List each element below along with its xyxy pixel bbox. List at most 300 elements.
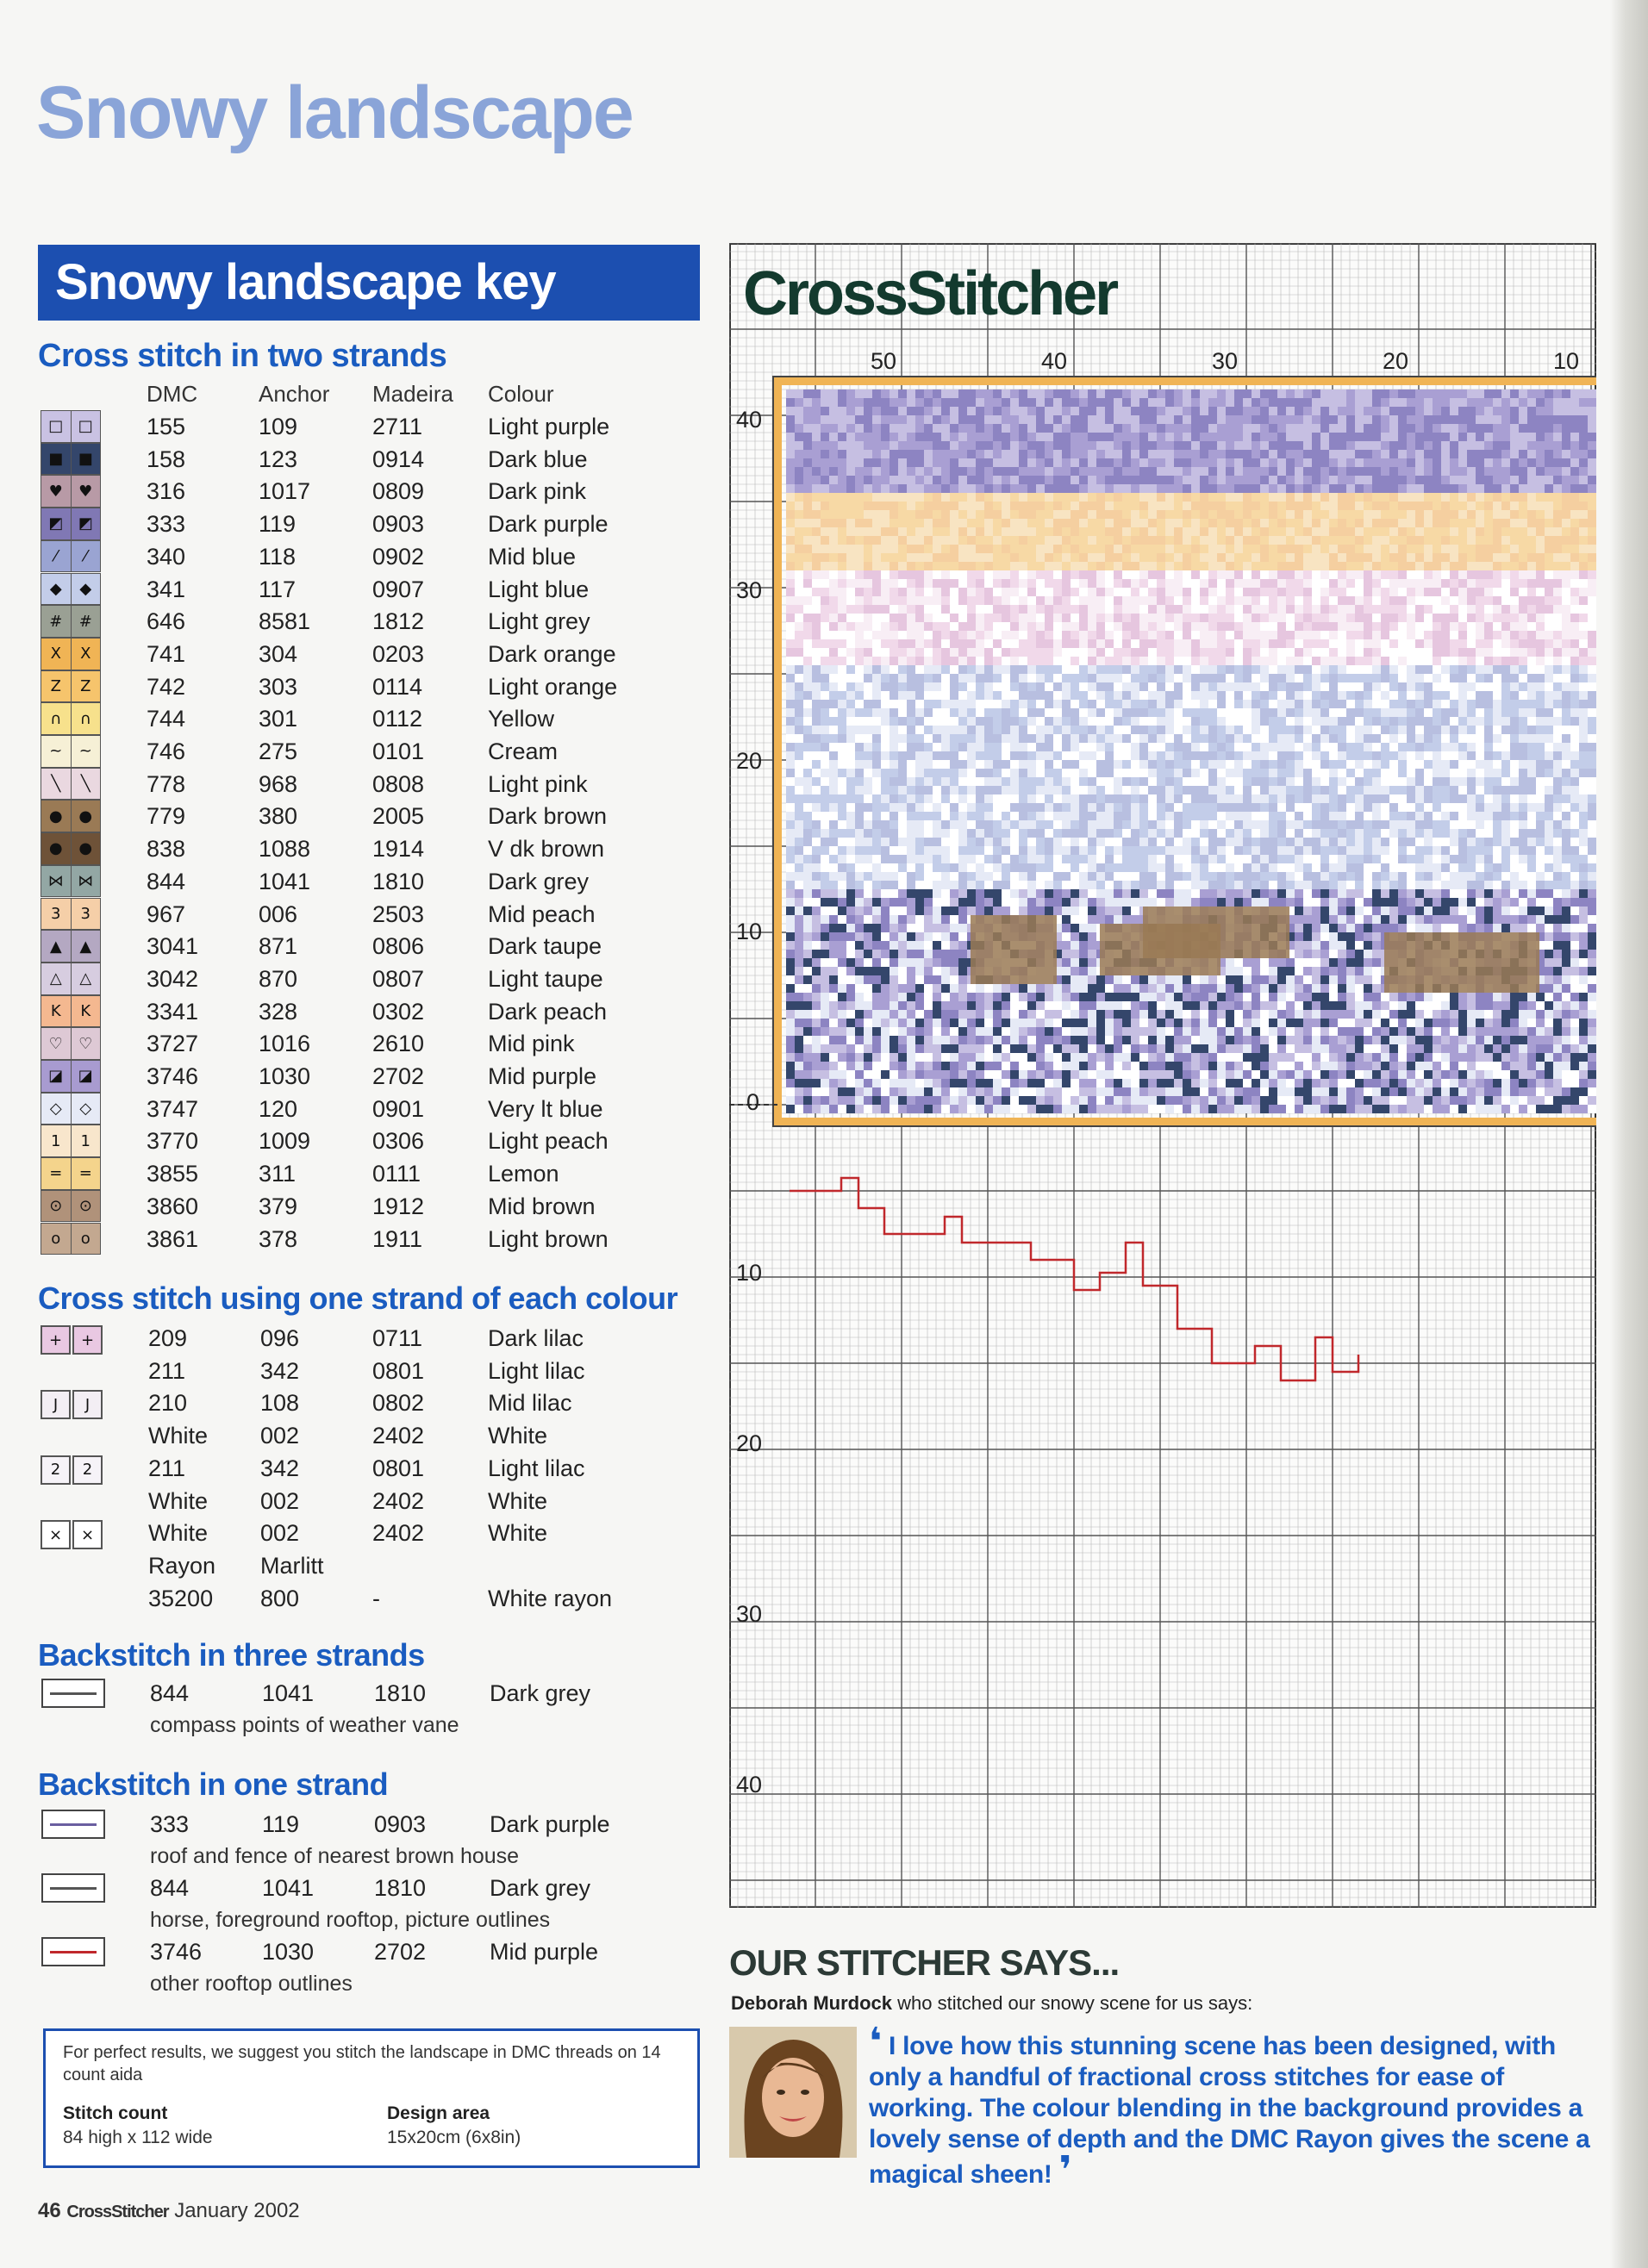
dmc-number: 742 xyxy=(147,673,186,700)
stitch-symbol-icon: ● xyxy=(41,801,72,832)
thread-row xyxy=(0,605,707,638)
colour-name: Mid lilac xyxy=(488,1390,572,1417)
stitch-symbol-icon: ■ xyxy=(41,444,72,475)
thread-swatch xyxy=(41,1190,101,1223)
colour-name: Light pink xyxy=(488,770,588,797)
madeira-number: 0711 xyxy=(372,1325,423,1351)
anchor-number: 1041 xyxy=(262,1875,315,1901)
stitch-symbol-icon: ♥ xyxy=(72,476,101,507)
madeira-number: 2503 xyxy=(372,900,425,927)
backstitch-note: other rooftop outlines xyxy=(150,1972,353,1996)
colour-name: Light taupe xyxy=(488,965,603,992)
thread-swatch xyxy=(41,865,101,898)
page-footer xyxy=(38,2199,300,2223)
house-block xyxy=(1384,932,1539,993)
anchor-number: 1016 xyxy=(259,1031,311,1057)
design-area-label: Design area xyxy=(387,2103,490,2123)
stitch-symbol-icon: X xyxy=(72,639,101,670)
stitch-symbol-icon: J xyxy=(72,1390,103,1419)
stitcher-name: Deborah Murdock xyxy=(731,1992,893,2014)
page-edge-shadow xyxy=(1610,0,1648,2268)
thread-swatch xyxy=(41,735,101,768)
thread-row xyxy=(0,508,707,540)
page-number: 46 xyxy=(38,2199,61,2222)
stitch-symbol-icon: ♡ xyxy=(41,1028,72,1059)
anchor-number: 002 xyxy=(260,1487,300,1514)
stitch-symbol-icon: ╲ xyxy=(41,769,72,800)
cross-two-strands-heading: Cross stitch in two strands xyxy=(38,338,447,374)
anchor-number: 1017 xyxy=(259,478,311,505)
anchor-number: 120 xyxy=(259,1095,298,1122)
backstitch-note: compass points of weather vane xyxy=(150,1713,459,1737)
stitch-symbol-icon: ◩ xyxy=(72,508,101,539)
madeira-number: 0808 xyxy=(372,770,425,797)
row-tick-label: 10 xyxy=(736,1260,763,1286)
thread-row xyxy=(0,832,707,865)
stitch-symbol-icon: ╲ xyxy=(72,769,101,800)
madeira-number: 1914 xyxy=(372,836,425,863)
footer-brand: CrossStitcher xyxy=(66,2203,169,2221)
stitch-symbol-icon: K xyxy=(72,996,101,1027)
stitch-symbol-icon: ⋈ xyxy=(41,866,72,897)
anchor-number: 968 xyxy=(259,770,298,797)
dmc-number: 3770 xyxy=(147,1128,199,1155)
stitch-symbol-icon: 1 xyxy=(72,1125,101,1156)
thread-row xyxy=(0,898,707,931)
madeira-number: 1810 xyxy=(372,868,425,894)
stitch-symbol-icon: 1 xyxy=(41,1125,72,1156)
thread-row xyxy=(0,475,707,508)
thread-row xyxy=(0,930,707,963)
dmc-number: 967 xyxy=(147,900,186,927)
anchor-number: 275 xyxy=(259,738,298,764)
colour-name: White rayon xyxy=(488,1585,613,1611)
madeira-number: - xyxy=(372,1585,380,1611)
dmc-header: DMC xyxy=(147,381,198,407)
stitch-symbol-icon: Z xyxy=(41,671,72,702)
thread-swatch xyxy=(41,443,101,476)
stitch-symbol-icon: ▲ xyxy=(41,931,72,962)
thread-swatch xyxy=(41,475,101,508)
thread-swatch xyxy=(41,638,101,670)
dmc-number: White xyxy=(148,1520,209,1547)
backstitch-row xyxy=(0,1808,707,1840)
quote-text: I love how this stunning scene has been designed, with only a handful of fractional cross stitches for ease of working. The colour blending in the background provides a lovely sense of depth and the DMC Rayon gives the scene a magical sheen! xyxy=(869,2032,1590,2189)
anchor-number: 002 xyxy=(260,1423,300,1449)
colour-name: Very lt blue xyxy=(488,1095,603,1122)
thread-swatch xyxy=(41,995,101,1028)
colour-name: Dark grey xyxy=(490,1875,591,1901)
thread-row xyxy=(0,963,707,995)
dmc-number: 646 xyxy=(147,608,186,635)
thread-swatch xyxy=(41,832,101,865)
blend-row xyxy=(0,1485,707,1517)
stitcher-byline xyxy=(731,1992,1252,2015)
backstitch-row xyxy=(0,1872,707,1904)
key-banner: Snowy landscape key xyxy=(38,245,700,321)
anchor-number: 800 xyxy=(260,1585,300,1611)
stitch-symbol-icon: = xyxy=(41,1158,72,1189)
blend-row xyxy=(0,1386,707,1418)
anchor-number: 342 xyxy=(260,1455,300,1481)
madeira-number: 2702 xyxy=(372,1063,425,1089)
stitch-symbol-icon: ♡ xyxy=(72,1028,101,1059)
colour-name: Mid purple xyxy=(488,1063,597,1089)
colour-name: Cream xyxy=(488,738,559,764)
dmc-number: 844 xyxy=(150,1680,190,1706)
colour-name: Light blue xyxy=(488,576,590,602)
thread-swatch xyxy=(41,1125,101,1157)
backstitch-three-heading: Backstitch in three strands xyxy=(38,1637,425,1673)
stitch-pattern xyxy=(773,377,1596,1380)
thread-row xyxy=(0,1093,707,1125)
colour-name: Light orange xyxy=(488,673,618,700)
dmc-number: 3860 xyxy=(147,1193,199,1219)
dmc-number: 3746 xyxy=(150,1939,203,1965)
column-tick-label: 30 xyxy=(1212,348,1239,374)
madeira-number: 0306 xyxy=(372,1128,425,1155)
stitch-symbol-icon: ◆ xyxy=(41,574,72,605)
dmc-number: 746 xyxy=(147,738,186,764)
stitch-symbol-icon: # xyxy=(72,606,101,637)
dmc-number: 844 xyxy=(147,868,186,894)
colour-name: Dark pink xyxy=(488,478,587,505)
colour-name: Mid brown xyxy=(488,1193,596,1219)
backstitch-row xyxy=(0,1935,707,1967)
madeira-number: 2005 xyxy=(372,803,425,830)
stitch-count-value: 84 high x 112 wide xyxy=(63,2128,213,2147)
dmc-number: 211 xyxy=(148,1455,186,1481)
thread-swatch xyxy=(41,1093,101,1125)
dmc-number: 744 xyxy=(147,706,186,732)
madeira-header: Madeira xyxy=(372,381,453,407)
column-tick-label: 50 xyxy=(871,348,897,374)
anchor-number: 1030 xyxy=(262,1939,315,1965)
dmc-number: 3855 xyxy=(147,1161,199,1187)
backstitch-row xyxy=(0,1677,707,1709)
colour-name: Light grey xyxy=(488,608,590,635)
stitch-symbol-icon: Z xyxy=(72,671,101,702)
anchor-number: 1041 xyxy=(262,1680,315,1706)
anchor-header: Anchor xyxy=(259,381,330,407)
madeira-number: 0903 xyxy=(372,511,425,538)
thread-row xyxy=(0,573,707,606)
thread-swatch xyxy=(41,898,101,931)
dmc-number: 3746 xyxy=(147,1063,199,1089)
stitch-symbol-icon: ◩ xyxy=(41,508,72,539)
stitch-symbol-icon: ⁄ xyxy=(72,541,101,572)
stitch-symbol-icon: o xyxy=(72,1224,101,1255)
thread-swatch xyxy=(41,1157,101,1190)
row-tick-label: 20 xyxy=(736,1430,763,1456)
stitch-symbol-icon: = xyxy=(72,1158,101,1189)
madeira-number: 1810 xyxy=(374,1680,427,1706)
colour-name: V dk brown xyxy=(488,836,605,863)
anchor-number: 123 xyxy=(259,446,298,472)
thread-swatch xyxy=(41,800,101,832)
row-tick-label: 40 xyxy=(736,407,763,433)
dmc-number: Rayon xyxy=(148,1552,216,1579)
dmc-number: 741 xyxy=(147,640,186,667)
anchor-number: 303 xyxy=(259,673,298,700)
stitch-symbol-icon: × xyxy=(72,1520,103,1549)
stitch-symbol-icon: X xyxy=(41,639,72,670)
stitch-symbol-icon: 3 xyxy=(41,899,72,930)
row-tick-label: 20 xyxy=(736,748,763,774)
dmc-number: 35200 xyxy=(148,1585,214,1611)
colour-name: Dark peach xyxy=(488,998,608,1025)
stitch-symbol-icon: ∩ xyxy=(72,703,101,734)
anchor-number: 108 xyxy=(260,1390,300,1417)
stitch-symbol-icon: △ xyxy=(72,963,101,994)
dmc-number: 3727 xyxy=(147,1031,199,1057)
info-suggestion: For perfect results, we suggest you stitch the landscape in DMC threads on 14 count aida xyxy=(63,2043,661,2084)
dmc-number: 778 xyxy=(147,770,186,797)
madeira-number: 0907 xyxy=(372,576,425,602)
stitch-symbol-icon: ◪ xyxy=(41,1061,72,1092)
stitch-symbol-icon: ♥ xyxy=(41,476,72,507)
thread-swatch xyxy=(41,1027,101,1060)
stitch-symbol-icon: 2 xyxy=(72,1455,103,1485)
anchor-number: 378 xyxy=(259,1225,298,1252)
madeira-number: 2402 xyxy=(372,1520,425,1547)
colour-name: Dark orange xyxy=(488,640,616,667)
anchor-number: 119 xyxy=(262,1811,300,1837)
stitch-symbol-icon: ∩ xyxy=(41,703,72,734)
madeira-number: 0203 xyxy=(372,640,425,667)
stitch-symbol-icon: × xyxy=(41,1520,71,1549)
dmc-number: 340 xyxy=(147,543,186,570)
footer-issue: January 2002 xyxy=(174,2199,300,2222)
stitch-symbol-icon: ◇ xyxy=(41,1094,72,1125)
thread-swatch xyxy=(41,540,101,573)
stitch-symbol-icon: K xyxy=(41,996,72,1027)
colour-name: White xyxy=(488,1487,548,1514)
stitch-count-label: Stitch count xyxy=(63,2103,168,2123)
blend-row xyxy=(0,1452,707,1484)
anchor-number: 301 xyxy=(259,706,298,732)
anchor-number: 1009 xyxy=(259,1128,311,1155)
colour-name: Dark taupe xyxy=(488,933,602,960)
cross-one-strand-heading: Cross stitch using one strand of each colour xyxy=(38,1280,678,1316)
dmc-number: 838 xyxy=(147,836,186,863)
dmc-number: 158 xyxy=(147,446,186,472)
thread-row xyxy=(0,800,707,832)
anchor-number: 379 xyxy=(259,1193,298,1219)
madeira-number: 0112 xyxy=(372,706,423,732)
madeira-number: 1810 xyxy=(374,1875,427,1901)
thread-row xyxy=(0,410,707,443)
anchor-number: 380 xyxy=(259,803,298,830)
thread-row xyxy=(0,1190,707,1223)
blend-row xyxy=(0,1419,707,1451)
thread-row xyxy=(0,735,707,768)
colour-name: Mid peach xyxy=(488,900,596,927)
stitch-symbol-icon: ⁄ xyxy=(41,541,72,572)
thread-row xyxy=(0,995,707,1028)
stitch-symbol-icon: + xyxy=(41,1325,71,1355)
thread-row xyxy=(0,702,707,735)
madeira-number: 0101 xyxy=(372,738,425,764)
thread-row xyxy=(0,865,707,898)
stitcher-portrait xyxy=(729,2027,857,2158)
anchor-number: 118 xyxy=(259,543,297,570)
column-tick-label: 40 xyxy=(1041,348,1068,374)
anchor-number: 096 xyxy=(260,1325,300,1351)
madeira-number: 0802 xyxy=(372,1390,425,1417)
anchor-number: 006 xyxy=(259,900,298,927)
stitch-symbol-icon: ~ xyxy=(41,736,72,767)
madeira-number: 2610 xyxy=(372,1031,425,1057)
anchor-number: 1030 xyxy=(259,1063,311,1089)
stitch-symbol-icon: □ xyxy=(41,411,72,442)
madeira-number: 0801 xyxy=(372,1455,425,1481)
thread-row xyxy=(0,1223,707,1256)
anchor-number: 342 xyxy=(260,1357,300,1384)
stitch-symbol-icon: ⋈ xyxy=(72,866,101,897)
colour-name: Mid blue xyxy=(488,543,577,570)
colour-name: Dark lilac xyxy=(488,1325,584,1351)
column-tick-label: 20 xyxy=(1383,348,1409,374)
madeira-number: 1812 xyxy=(372,608,425,635)
stitch-symbol-icon: □ xyxy=(72,411,101,442)
thread-row xyxy=(0,670,707,703)
thread-swatch xyxy=(41,930,101,963)
colour-header: Colour xyxy=(488,381,554,407)
blend-row xyxy=(0,1549,707,1581)
thread-row xyxy=(0,540,707,573)
colour-name: Yellow xyxy=(488,706,555,732)
blend-row xyxy=(0,1355,707,1386)
stitcher-quote xyxy=(869,2021,1610,2191)
thread-swatch xyxy=(41,605,101,638)
stitcher-says-title: OUR STITCHER SAYS... xyxy=(729,1942,1120,1983)
dmc-number: 3042 xyxy=(147,965,199,992)
dmc-number: 209 xyxy=(148,1325,188,1351)
colour-name: Dark grey xyxy=(490,1680,591,1706)
backstitch-one-heading: Backstitch in one strand xyxy=(38,1766,389,1802)
thread-swatch xyxy=(41,1060,101,1093)
madeira-number: 0111 xyxy=(372,1161,421,1187)
dmc-number: 155 xyxy=(147,414,186,439)
chart-grid xyxy=(729,243,1596,1908)
thread-swatch xyxy=(41,963,101,995)
dmc-number: 341 xyxy=(147,576,186,602)
madeira-number: 2711 xyxy=(372,414,423,439)
thread-swatch xyxy=(41,1223,101,1256)
chart-brand: CrossStitcher xyxy=(743,259,1117,328)
anchor-number: 1041 xyxy=(259,868,311,894)
stitch-symbol-icon: ~ xyxy=(72,736,101,767)
dmc-number: 3041 xyxy=(147,933,199,960)
dmc-number: 779 xyxy=(147,803,186,830)
thread-row xyxy=(0,1125,707,1157)
house-block xyxy=(1143,907,1289,958)
thread-row xyxy=(0,443,707,476)
column-tick-label: 10 xyxy=(1553,348,1580,374)
stitch-symbol-icon: ■ xyxy=(72,444,101,475)
colour-name: Light lilac xyxy=(488,1455,585,1481)
anchor-number: 328 xyxy=(259,998,298,1025)
dmc-number: 333 xyxy=(147,511,186,538)
thread-swatch xyxy=(41,670,101,703)
madeira-number: 2402 xyxy=(372,1423,425,1449)
anchor-number: Marlitt xyxy=(260,1552,324,1579)
dmc-number: 3341 xyxy=(147,998,199,1025)
backstitch-note: horse, foreground rooftop, picture outlines xyxy=(150,1908,551,1932)
row-tick-label: 30 xyxy=(736,1601,763,1627)
stitch-symbol-icon: 2 xyxy=(41,1455,71,1485)
madeira-number: 0914 xyxy=(372,446,425,472)
madeira-number: 0902 xyxy=(372,543,425,570)
thread-swatch xyxy=(41,410,101,443)
stitch-symbol-icon: + xyxy=(72,1325,103,1355)
colour-name: White xyxy=(488,1520,548,1547)
blend-row xyxy=(0,1517,707,1548)
stitch-symbol-icon: ⊙ xyxy=(41,1191,72,1222)
row-tick-label: 40 xyxy=(736,1772,763,1798)
anchor-number: 1088 xyxy=(259,836,311,863)
madeira-number: 0114 xyxy=(372,673,423,700)
thread-swatch xyxy=(41,768,101,801)
colour-name: Light brown xyxy=(488,1225,609,1252)
dmc-number: 211 xyxy=(148,1357,186,1384)
anchor-number: 311 xyxy=(259,1161,297,1187)
design-area-value: 15x20cm (6x8in) xyxy=(387,2128,521,2147)
colour-name: White xyxy=(488,1423,548,1449)
stitch-symbol-icon: ◆ xyxy=(72,574,101,605)
colour-name: Light lilac xyxy=(488,1357,585,1384)
colour-name: Dark purple xyxy=(490,1811,610,1837)
thread-swatch xyxy=(41,508,101,540)
open-quote-icon: ❛ xyxy=(869,2021,882,2063)
anchor-number: 117 xyxy=(259,576,297,602)
stitch-symbol-icon: # xyxy=(41,606,72,637)
blend-row xyxy=(0,1582,707,1614)
stitch-symbol-icon: ▲ xyxy=(72,931,101,962)
dmc-number: 844 xyxy=(150,1875,190,1901)
colour-name: Dark purple xyxy=(488,511,609,538)
madeira-number: 0903 xyxy=(374,1811,427,1837)
row-tick-label: 0 xyxy=(746,1089,760,1115)
dmc-number: 210 xyxy=(148,1390,188,1417)
thread-swatch xyxy=(41,573,101,606)
colour-name: Light peach xyxy=(488,1128,609,1155)
info-box xyxy=(43,2028,700,2168)
dmc-number: 3747 xyxy=(147,1095,199,1122)
madeira-number: 2702 xyxy=(374,1939,427,1965)
madeira-number: 1911 xyxy=(372,1225,423,1252)
anchor-number: 871 xyxy=(259,933,298,960)
madeira-number: 0807 xyxy=(372,965,425,992)
colour-name: Dark brown xyxy=(488,803,608,830)
stitch-symbol-icon: ⊙ xyxy=(72,1191,101,1222)
colour-name: Mid purple xyxy=(490,1939,599,1965)
anchor-number: 109 xyxy=(259,414,298,439)
colour-name: Lemon xyxy=(488,1161,559,1187)
house-block xyxy=(971,915,1057,984)
stitch-symbol-icon: ● xyxy=(72,833,101,864)
thread-row xyxy=(0,1027,707,1060)
colour-name: Dark grey xyxy=(488,868,590,894)
anchor-number: 8581 xyxy=(259,608,311,635)
dmc-number: 3861 xyxy=(147,1225,199,1252)
madeira-number: 0809 xyxy=(372,478,425,505)
thread-row xyxy=(0,768,707,801)
stitch-symbol-icon: ◇ xyxy=(72,1094,101,1125)
dmc-number: White xyxy=(148,1423,209,1449)
stitcher-byline-text: who stitched our snowy scene for us says: xyxy=(897,1992,1253,2014)
